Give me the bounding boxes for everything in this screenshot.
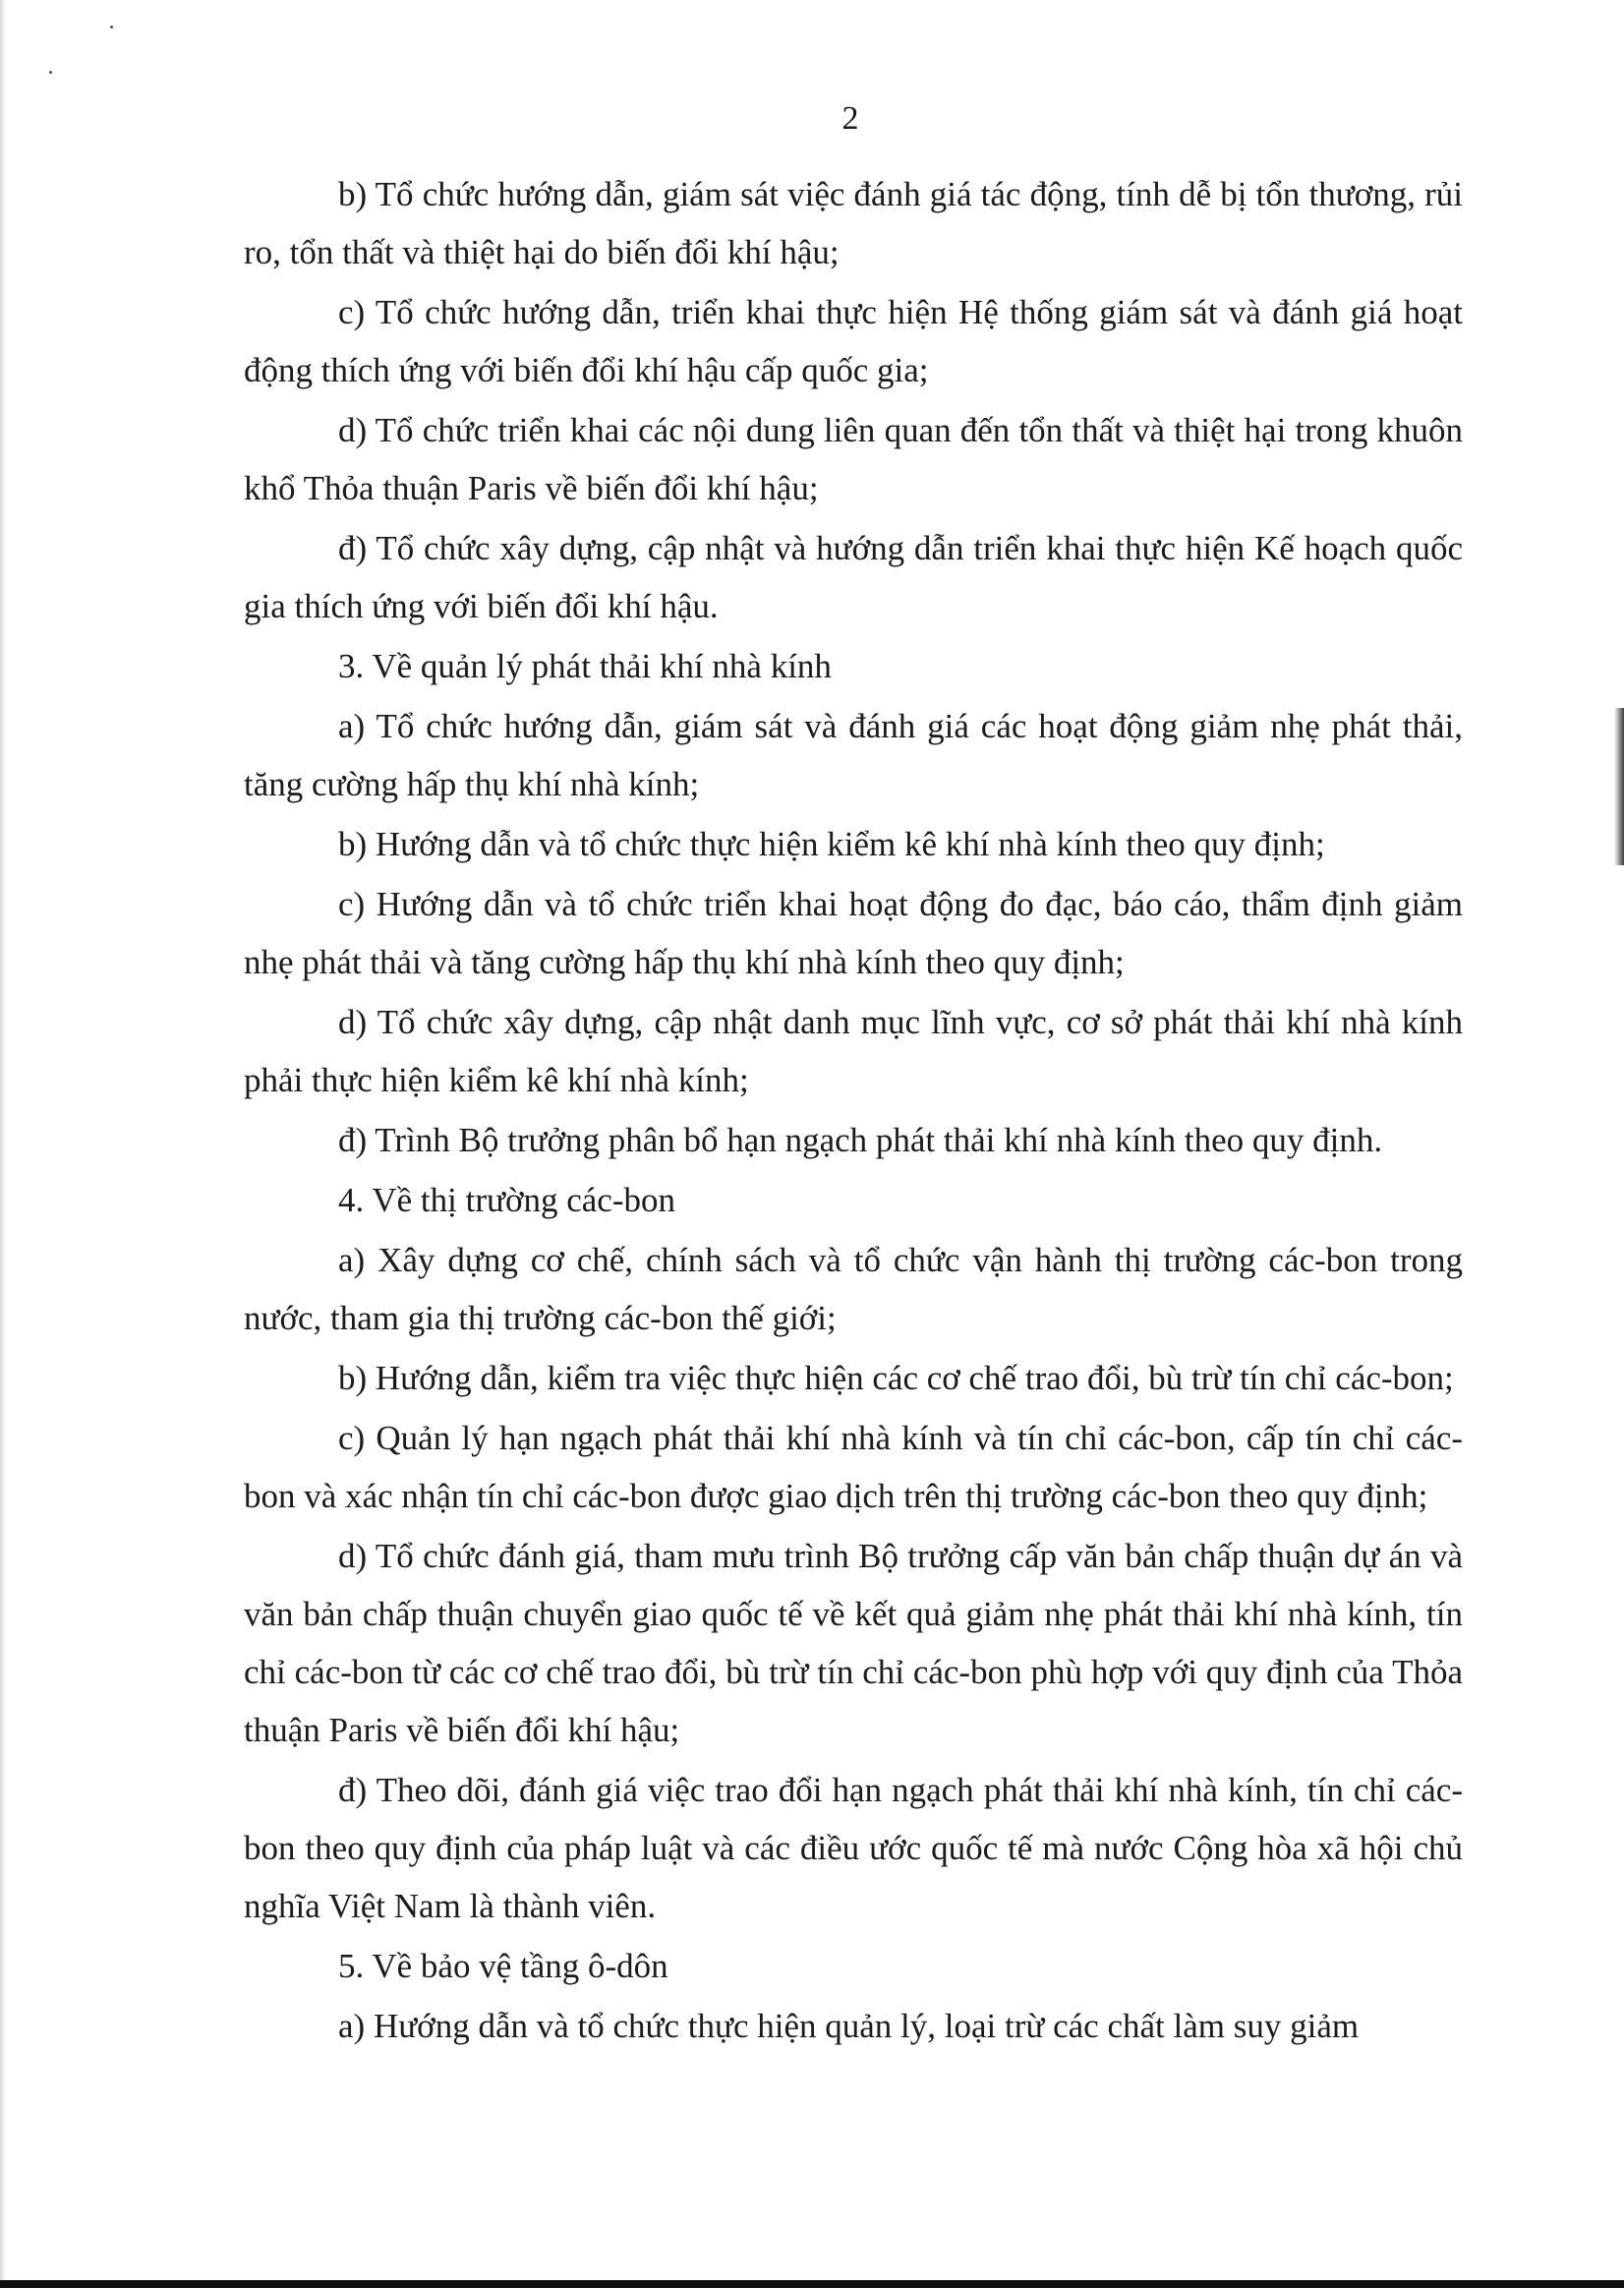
paragraph: c) Tổ chức hướng dẫn, triển khai thực hiện Hệ thống giám sát và đánh giá hoạt động thích ứng với biến đổi khí hậu cấp quốc gia; (244, 293, 1463, 389)
paragraph: a) Tổ chức hướng dẫn, giám sát và đánh giá các hoạt động giảm nhẹ phát thải, tăng cường hấp thụ khí nhà kính; (244, 707, 1463, 803)
paragraph: đ) Tổ chức xây dựng, cập nhật và hướng dẫn triển khai thực hiện Kế hoạch quốc gia thích ứng với biến đổi khí hậu. (244, 529, 1463, 625)
document-body (244, 165, 1463, 2057)
paragraph: d) Tổ chức triển khai các nội dung liên quan đến tổn thất và thiệt hại trong khuôn khổ Thỏa thuận Paris về biến đổi khí hậu; (244, 411, 1463, 507)
scan-right-shadow (1614, 708, 1624, 865)
paragraph: d) Tổ chức xây dựng, cập nhật danh mục lĩnh vực, cơ sở phát thải khí nhà kính phải thực hiện kiểm kê khí nhà kính; (244, 1003, 1463, 1099)
paragraph: c) Hướng dẫn và tổ chức triển khai hoạt động đo đạc, báo cáo, thẩm định giảm nhẹ phát thải và tăng cường hấp thụ khí nhà kính theo quy định; (244, 885, 1463, 981)
page-number: 2 (841, 100, 859, 137)
paragraph: d) Tổ chức đánh giá, tham mưu trình Bộ trưởng cấp văn bản chấp thuận dự án và văn bản chấp thuận chuyển giao quốc tế về kết quả giảm nhẹ phát thải khí nhà kính, tín chỉ các-bon từ các cơ chế trao đổi, bù trừ tín chỉ các-bon phù hợp với quy định của Thỏa thuận Paris về biến đổi khí hậu; (244, 1537, 1463, 1749)
paragraph: a) Xây dựng cơ chế, chính sách và tổ chức vận hành thị trường các-bon trong nước, tham gia thị trường các-bon thế giới; (244, 1241, 1463, 1337)
paragraph: b) Hướng dẫn và tổ chức thực hiện kiểm kê khí nhà kính theo quy định; (338, 825, 1325, 863)
scan-speck (49, 71, 52, 74)
scan-bottom-edge (0, 2280, 1624, 2288)
paragraph: c) Quản lý hạn ngạch phát thải khí nhà kính và tín chỉ các-bon, cấp tín chỉ các-bon và xác nhận tín chỉ các-bon được giao dịch trên thị trường các-bon theo quy định; (244, 1419, 1463, 1515)
paragraph: b) Tổ chức hướng dẫn, giám sát việc đánh giá tác động, tính dễ bị tổn thương, rủi ro, tổn thất và thiệt hại do biến đổi khí hậu; (244, 175, 1463, 271)
section-heading: 5. Về bảo vệ tầng ô-dôn (338, 1947, 668, 1985)
scan-left-edge (0, 0, 6, 2288)
section-heading: 3. Về quản lý phát thải khí nhà kính (338, 647, 832, 685)
paragraph: đ) Trình Bộ trưởng phân bổ hạn ngạch phát thải khí nhà kính theo quy định. (338, 1121, 1383, 1159)
paragraph: a) Hướng dẫn và tổ chức thực hiện quản lý, loại trừ các chất làm suy giảm (338, 2007, 1360, 2045)
section-heading: 4. Về thị trường các-bon (338, 1181, 675, 1219)
scan-speck (110, 26, 113, 29)
paragraph: b) Hướng dẫn, kiểm tra việc thực hiện các cơ chế trao đổi, bù trừ tín chỉ các-bon; (338, 1359, 1454, 1397)
paragraph: đ) Theo dõi, đánh giá việc trao đổi hạn ngạch phát thải khí nhà kính, tín chỉ các-bon theo quy định của pháp luật và các điều ước quốc tế mà nước Cộng hòa xã hội chủ nghĩa Việt Nam là thành viên. (244, 1771, 1463, 1925)
